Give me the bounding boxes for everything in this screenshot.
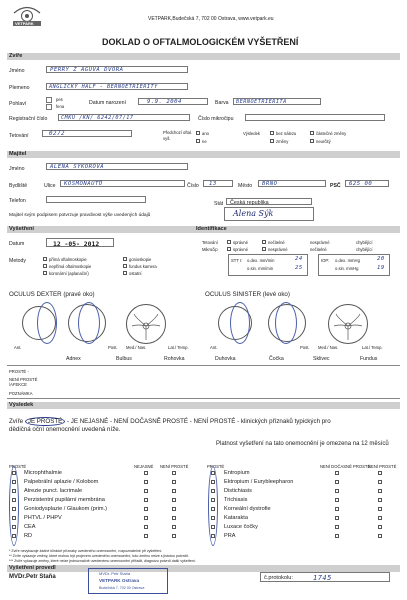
disease-checkbox[interactable] xyxy=(378,516,382,520)
disease-checkbox[interactable] xyxy=(378,525,382,529)
phone-label: Telefon xyxy=(9,198,26,204)
ident-chip-label: Mikročip xyxy=(202,247,218,252)
os-fundus-vessels xyxy=(328,304,368,344)
sex-box-male xyxy=(46,97,52,103)
disease-checkbox[interactable] xyxy=(378,534,382,538)
disease-checkbox[interactable] xyxy=(378,498,382,502)
reg-label: Registrační číslo xyxy=(9,116,48,122)
zip-value: 625 00 xyxy=(349,181,373,187)
m6-checkbox[interactable] xyxy=(123,271,127,275)
street-label: Ulice xyxy=(44,183,56,189)
sex-box-female xyxy=(46,104,52,110)
disease-label: PRA xyxy=(224,533,236,539)
disease-label: Palpebrální aplazie / Kolobom xyxy=(24,479,99,485)
disease-label: Microphthalmie xyxy=(24,470,62,476)
tattoo-label: Tetování xyxy=(9,133,29,139)
disease-checkbox[interactable] xyxy=(335,507,339,511)
chip-ok-label: správné xyxy=(233,247,248,252)
not-prost-label: NENÍ PROSTÉ /AFEKCE xyxy=(9,377,38,387)
iop-od-label: o.dex. mmHg xyxy=(335,258,360,263)
result-rest: - JE NEJASNÉ - NENÍ DOČASNĚ PROSTÉ - NENÍ PROSTÉ - klinických příznaků typických pro xyxy=(66,418,331,425)
disease-checkbox[interactable] xyxy=(172,534,176,538)
disease-label: Entropium xyxy=(224,470,250,476)
disease-label: Distichiasis xyxy=(224,488,252,494)
res2-label: změny xyxy=(276,139,289,144)
protocol-value: 1745 xyxy=(313,573,332,582)
iop-os-label: o.sin. mmHg xyxy=(335,266,359,271)
disease-checkbox[interactable] xyxy=(144,525,148,529)
footnote-2: ** Zvíře vykazuje změny, které mohou být projevem uvedeného onemocnění, tuto změnu nelze s jistotou potvrdit. xyxy=(9,554,189,558)
disease-checkbox[interactable] xyxy=(12,471,16,475)
addr-label: Bydliště xyxy=(9,183,28,189)
disease-checkbox[interactable] xyxy=(211,498,215,502)
state-value: Česká republika xyxy=(230,199,269,206)
result-sentence xyxy=(9,418,331,425)
tet-unreadable-checkbox[interactable] xyxy=(262,240,266,244)
od-ant: Ant. xyxy=(14,345,22,350)
iop-os-value: 19 xyxy=(377,265,385,271)
owner-signature: Alena Sýk xyxy=(233,209,274,218)
col-temp-right: NENÍ DOČASNĚ PROSTÉ xyxy=(320,464,371,469)
owner-name-value: ALENA SÝKOROVÁ xyxy=(50,164,105,170)
tet-ok-checkbox[interactable] xyxy=(227,240,231,244)
dob-label: Datum narození xyxy=(89,100,126,106)
disease-checkbox[interactable] xyxy=(172,507,176,511)
tet-unreadable-label: nečitelné xyxy=(268,240,285,245)
disease-checkbox[interactable] xyxy=(172,525,176,529)
tet-bad-label: nesprávné xyxy=(310,240,330,245)
disease-checkbox[interactable] xyxy=(211,507,215,511)
methods-label: Metody xyxy=(9,258,27,264)
disease-label: Ektropium / Eurybleepharon xyxy=(224,479,294,485)
disease-checkbox[interactable] xyxy=(172,471,176,475)
sex-male-label: pes xyxy=(56,97,63,102)
m4-checkbox[interactable] xyxy=(123,257,127,261)
label-cocka: Čočka xyxy=(269,356,284,362)
street-field xyxy=(60,180,185,187)
page-title: DOKLAD O OFTALMOLOGICKÉM VYŠETŘENÍ xyxy=(102,37,299,47)
chip-bad-checkbox[interactable] xyxy=(262,247,266,251)
res4-checkbox[interactable] xyxy=(310,139,314,143)
m3-checkbox[interactable] xyxy=(43,271,47,275)
state-field xyxy=(226,198,312,205)
os-annotation-oval-2 xyxy=(275,302,297,344)
color-value: BERNOETRIÉRITA xyxy=(236,99,287,105)
od-annotation-oval-1 xyxy=(37,302,57,344)
disease-checkbox[interactable] xyxy=(12,507,16,511)
m3-label: koronární (aplanační) xyxy=(49,271,89,276)
m2-label: nepřímá oftalmoskopie xyxy=(49,264,92,269)
number-label: Číslo xyxy=(187,183,199,189)
m5-label: fundus kamera xyxy=(129,264,157,269)
prost-label: PROSTÉ - xyxy=(9,369,29,374)
stt-od-label: o.dex. mm/min xyxy=(247,258,275,263)
tattoo-value: 0272 xyxy=(49,131,65,137)
footnote-3: *** Zvíře vykazuje změny, které nelze jednoznačně uvedenému onemocnění přiřadit, diagnózu potvrdí další vyšetření. xyxy=(9,559,196,563)
diagram-grid xyxy=(7,365,400,399)
disease-label: Katarakta xyxy=(224,515,248,521)
disease-checkbox[interactable] xyxy=(211,489,215,493)
color-label: Barva xyxy=(215,100,229,106)
od-lat: Lat./ Temp. xyxy=(168,345,189,350)
disease-checkbox[interactable] xyxy=(144,498,148,502)
section-exam xyxy=(7,226,400,233)
disease-checkbox[interactable] xyxy=(211,471,215,475)
zip-field xyxy=(345,180,389,187)
disease-label: Luxace čočky xyxy=(224,524,258,530)
disease-checkbox[interactable] xyxy=(172,516,176,520)
header-address: VETPARK,Budečská 7, 702 00 Ostrava, www.vetpark.eu xyxy=(148,16,274,22)
iop-od-value: 20 xyxy=(377,256,385,262)
os-post: Post. xyxy=(300,345,310,350)
tet-missing-label: chybějící xyxy=(356,240,373,245)
sex-female-label: fena xyxy=(56,104,65,109)
col-free-right: PROSTÉ xyxy=(207,464,225,469)
phone-field xyxy=(46,196,146,203)
zip-label: PSČ xyxy=(330,183,341,189)
owner-name-label: Jméno xyxy=(9,166,25,172)
color-field xyxy=(233,98,321,105)
city-field xyxy=(258,180,326,187)
dob-field xyxy=(138,98,208,105)
disease-checkbox[interactable] xyxy=(335,471,339,475)
disease-checkbox[interactable] xyxy=(335,489,339,493)
label-rohovka: Rohovka xyxy=(164,356,185,362)
chip-label: Číslo mikročipu xyxy=(198,116,234,122)
date-label: Datum xyxy=(9,241,25,247)
disease-checkbox[interactable] xyxy=(335,480,339,484)
animal-name-field xyxy=(46,66,188,73)
disease-checkbox[interactable] xyxy=(335,525,339,529)
label-fundus: Fundus xyxy=(360,356,378,362)
disease-label: Atrezie punct. lacrimale xyxy=(24,488,83,494)
disease-checkbox[interactable] xyxy=(144,480,148,484)
disease-checkbox[interactable] xyxy=(144,534,148,538)
prev-no-checkbox[interactable] xyxy=(196,139,200,143)
od-fundus-vessels xyxy=(126,304,166,344)
disease-checkbox[interactable] xyxy=(378,507,382,511)
os-title: OCULUS SINISTER (levé oko) xyxy=(205,291,290,298)
label-sklivec: Sklivec xyxy=(313,356,330,362)
label-adnex: Adnex xyxy=(66,356,81,362)
section-performed: Vyšetření provedl xyxy=(7,565,400,572)
prev-result-label: Výsledek xyxy=(243,131,260,136)
disease-checkbox[interactable] xyxy=(211,480,215,484)
iop-label: IOP: xyxy=(321,258,330,263)
stamp-line-1: MVDr. Petr Staňa xyxy=(99,571,131,576)
reg-field xyxy=(58,114,190,121)
section-animal: Zvíře xyxy=(7,53,400,60)
m5-checkbox[interactable] xyxy=(123,264,127,268)
disease-checkbox[interactable] xyxy=(211,525,215,529)
disease-checkbox[interactable] xyxy=(144,507,148,511)
protocol-field xyxy=(260,572,390,582)
od-post: Post. xyxy=(108,345,118,350)
od-annotation-oval-2 xyxy=(78,302,100,344)
m6-label: ostatní xyxy=(129,271,142,276)
disease-checkbox[interactable] xyxy=(172,498,176,502)
tattoo-field xyxy=(42,130,132,137)
tet-ok-label: správné xyxy=(233,240,248,245)
consent-text: Majitel svým podpisem potvrzuje pravdivost výše uvedených údajů xyxy=(9,213,151,218)
sex-label: Pohlaví xyxy=(9,101,27,107)
breed-value: ANGLICKÝ HALF - BERNOETRIÉRITY xyxy=(49,84,158,90)
res2-checkbox[interactable] xyxy=(270,139,274,143)
col-free-left: PROSTÉ xyxy=(9,464,27,469)
res1-checkbox[interactable] xyxy=(270,131,274,135)
os-annotation-oval-1 xyxy=(230,302,250,344)
col-unclear-left: NEJASNÉ xyxy=(134,464,154,469)
section-result: Výsledek xyxy=(7,402,400,409)
od-med: Med./ Nas. xyxy=(126,345,147,350)
disease-checkbox[interactable] xyxy=(12,480,16,484)
disease-checkbox[interactable] xyxy=(172,489,176,493)
validity-text: Platnost vyšetření na tato onemocnění je omezena na 12 měsíců xyxy=(216,441,389,447)
number-field xyxy=(203,180,233,187)
stamp-line-3: Budečská 7, 702 00 Ostrava xyxy=(99,586,145,590)
chip-missing-label: chybějící xyxy=(356,247,373,252)
result-circled: JE PROSTÉ xyxy=(25,417,65,426)
disease-label: Korneální dystrofie xyxy=(224,506,271,512)
disease-checkbox[interactable] xyxy=(378,480,382,484)
prev-no-label: ne xyxy=(202,139,207,144)
disease-label: Trichiasis xyxy=(224,497,248,503)
od-title: OCULUS DEXTER (pravé oko) xyxy=(9,291,95,298)
protocol-label: č.protokolu: xyxy=(264,574,293,581)
owner-name-field xyxy=(46,163,188,170)
disease-checkbox[interactable] xyxy=(378,489,382,493)
street-value: KOSMONAUTŮ xyxy=(64,181,103,187)
vet-stamp xyxy=(88,568,168,594)
number-value: 13 xyxy=(209,181,217,187)
breed-field xyxy=(46,83,188,90)
m4-label: gonioskopie xyxy=(129,257,152,262)
disease-label: Goniodysplazie / Glaukom (prim.) xyxy=(24,506,108,512)
res3-label: částečné změny xyxy=(316,131,347,136)
disease-checkbox[interactable] xyxy=(144,516,148,520)
col-notfree-left: NENÍ PROSTÉ xyxy=(160,464,189,469)
result-sentence-2: dědičná oční onemocnění uvedená níže. xyxy=(9,426,121,433)
stamp-line-2: VETPARK Ostrava xyxy=(99,578,139,583)
disease-checkbox[interactable] xyxy=(12,498,16,502)
res3-checkbox[interactable] xyxy=(310,131,314,135)
chip-ok-checkbox[interactable] xyxy=(227,247,231,251)
disease-checkbox[interactable] xyxy=(211,534,215,538)
dob-value: 9.9. 2004 xyxy=(147,99,182,105)
vetpark-logo xyxy=(8,4,46,28)
disease-checkbox[interactable] xyxy=(378,471,382,475)
disease-label: Perzistentní pupilární membrána xyxy=(24,497,105,503)
disease-label: CEA xyxy=(24,524,36,530)
prev-yes-checkbox[interactable] xyxy=(196,131,200,135)
m2-checkbox[interactable] xyxy=(43,264,47,268)
disease-checkbox[interactable] xyxy=(12,534,16,538)
date-field xyxy=(46,238,114,247)
os-med: Med./ Nas. xyxy=(318,345,339,350)
m1-checkbox[interactable] xyxy=(43,257,47,261)
disease-checkbox[interactable] xyxy=(12,525,16,529)
animal-name-label: Jméno xyxy=(9,68,25,74)
stt-label: STT I: xyxy=(231,258,243,263)
section-ident-label: Identifikace xyxy=(196,226,227,232)
state-label: Stát xyxy=(214,201,224,207)
label-bulbus: Bulbus xyxy=(116,356,132,362)
date-stamp: 12 -05- 2012 xyxy=(53,240,100,248)
footnote-1: * Zvíře nevykazuje žádné klinické příznaky uvedeného onemocnění, rozpoznatelné při vyšetření. xyxy=(9,549,163,553)
animal-name-value: PERRY Z AGUVA DVORA xyxy=(50,67,124,73)
prev-yes-label: ano xyxy=(202,131,209,136)
prev-exam-label: Předchozí oftal. vyš. xyxy=(163,130,193,141)
section-owner: Majitel xyxy=(7,151,400,158)
city-label: Město xyxy=(238,183,253,189)
chip-field xyxy=(245,114,385,121)
os-lat: Lat./ Temp. xyxy=(362,345,383,350)
disease-checkbox[interactable] xyxy=(335,534,339,538)
iop-box xyxy=(318,254,390,276)
stt-os-value: 25 xyxy=(295,265,303,271)
disease-checkbox[interactable] xyxy=(335,498,339,502)
disease-checkbox[interactable] xyxy=(12,489,16,493)
disease-checkbox[interactable] xyxy=(144,471,148,475)
col-notfree-right: NENÍ PROSTÉ xyxy=(368,464,397,469)
section-exam-label: Vyšetření xyxy=(9,226,34,232)
chip-bad-label: nesprávné xyxy=(268,247,288,252)
result-word-animal: Zvíře xyxy=(9,418,24,425)
disease-checkbox[interactable] xyxy=(144,489,148,493)
disease-checkbox[interactable] xyxy=(211,516,215,520)
chip-unreadable-label: nečitelné xyxy=(310,247,327,252)
m1-label: přímá oftalmoskopie xyxy=(49,257,87,262)
disease-label: RD xyxy=(24,533,33,539)
res4-label: neurčitý xyxy=(316,139,331,144)
disease-label: PHTVL / PHPV xyxy=(24,515,62,521)
label-duhovka: Duhovka xyxy=(215,356,236,362)
signature-field xyxy=(224,207,314,221)
stt-od-value: 24 xyxy=(295,256,303,262)
doctor-name: MVDr.Petr Staňa xyxy=(9,574,56,580)
stt-box xyxy=(228,254,308,276)
disease-checkbox[interactable] xyxy=(12,516,16,520)
city-value: BRNO xyxy=(262,181,278,187)
brand-name: VETPARK xyxy=(15,21,34,26)
disease-checkbox[interactable] xyxy=(335,516,339,520)
res1-label: bez nálezu xyxy=(276,131,297,136)
os-ant: Ant. xyxy=(210,345,218,350)
ident-tattoo-label: Tetování xyxy=(202,240,218,245)
stt-os-label: o.sin. mm/min xyxy=(247,266,274,271)
note-label: POZNÁMKA xyxy=(9,391,33,396)
disease-checkbox[interactable] xyxy=(172,480,176,484)
reg-value: CMKU /KN/ 6242/07/17 xyxy=(61,115,134,121)
breed-label: Plemeno xyxy=(9,85,30,91)
